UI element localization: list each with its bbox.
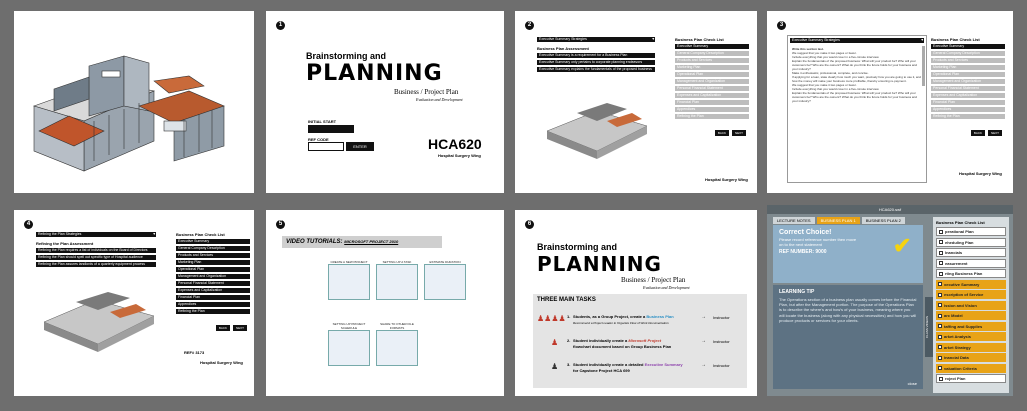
checklist-item[interactable]: Expenses and Capitalization xyxy=(675,93,749,98)
arrow-right-icon: → xyxy=(701,338,706,344)
subtitle: Business / Project Plan xyxy=(621,276,686,284)
person-icon: ♟ xyxy=(551,338,559,347)
checklist-item[interactable]: Management and Organization xyxy=(675,79,749,84)
checklist-item[interactable] xyxy=(936,374,1006,383)
group-people-icon: ♟♟♟♟ xyxy=(537,314,566,323)
checklist-item[interactable]: Personal Financial Statement xyxy=(176,281,250,286)
checklist-label: lnancials xyxy=(945,250,963,255)
paragraph: Include everything that you would cover in a five-minute interview. xyxy=(792,55,880,59)
checklist-item[interactable]: General Company Description xyxy=(675,51,749,56)
checkbox-icon xyxy=(939,261,943,265)
step-number: 5 xyxy=(276,220,285,229)
slide-refining xyxy=(14,210,254,396)
statement-3[interactable]: Refining the Plan assures landlords of a quarterly equipment process xyxy=(36,262,156,267)
paragraph: If applying for a loan, state clearly how much you want, precisely how you are going to use it, and how the money will make your business more profitable, thereby ensuring re-payment. xyxy=(792,75,921,83)
checklist-item[interactable] xyxy=(936,269,1006,278)
checklist-item[interactable]: Operational Plan xyxy=(675,72,749,77)
next-button[interactable]: NEXT xyxy=(233,325,247,331)
checklist-label: xecutive Summary xyxy=(944,281,980,287)
footer-label: Hospital Surgery Wing xyxy=(200,360,243,365)
section-title: Business Plan Assessment xyxy=(537,46,589,51)
app-window xyxy=(767,205,1013,396)
checklist-item[interactable]: Personal Financial Statement xyxy=(931,86,1005,91)
strategies-dropdown[interactable]: Refining the Plan Strategies ▼ xyxy=(38,232,156,236)
building-model-illustration xyxy=(537,91,655,161)
checklist-item[interactable] xyxy=(936,311,1006,320)
instruction-text: Please record reference number then move on to the next statement xyxy=(779,237,857,247)
tip-title: LEARNING TIP xyxy=(779,289,815,295)
person-icon: ♟ xyxy=(551,362,559,371)
subtitle: Business / Project Plan xyxy=(394,88,459,96)
checklist-item[interactable]: General Company Description xyxy=(931,51,1005,56)
checklist-panel xyxy=(176,232,250,334)
checklist-item[interactable]: Expenses and Capitalization xyxy=(931,93,1005,98)
video-thumbnail[interactable]: CREATE A NEW PROJECT xyxy=(328,260,370,300)
text-heading: Write this section last. xyxy=(792,47,824,51)
checklist-title: Business Plan Check List xyxy=(675,37,724,42)
checklist-title: Business Plan Check List xyxy=(176,232,225,237)
checklist-item[interactable]: Operational Plan xyxy=(931,72,1005,77)
paragraph: Make it enthusiastic, professional, complete, and concise. xyxy=(792,71,869,75)
planning-heading: PLANNING xyxy=(306,61,443,86)
video-thumbnail[interactable]: ESTIMATE DURATION xyxy=(424,260,466,300)
checklist-item[interactable]: Financial Plan xyxy=(176,295,250,300)
slide-title xyxy=(266,11,504,193)
slide-main-tasks xyxy=(515,210,757,396)
checklist-item[interactable]: Products and Services xyxy=(675,58,749,63)
footer-label: Hospital Surgery Wing xyxy=(959,171,1002,176)
next-button[interactable]: NEXT xyxy=(732,130,746,136)
checkbox-icon xyxy=(938,366,942,370)
checklist-item[interactable]: Products and Services xyxy=(931,58,1005,63)
close-button[interactable]: close xyxy=(907,381,917,386)
tasks-panel xyxy=(533,294,747,388)
checklist-item[interactable]: Marketing Plan xyxy=(931,65,1005,70)
tab-business-plan-1[interactable]: BUSINESS PLAN 1 xyxy=(817,217,860,224)
checklist-item[interactable] xyxy=(936,290,1006,299)
checklist-sidebar xyxy=(933,217,1009,393)
checkbox-icon xyxy=(938,314,942,318)
statement-2[interactable]: Refining the Plan should spell out specific type of Hospital audience xyxy=(36,255,156,260)
checklist-item[interactable]: Expenses and Capitalization xyxy=(176,288,250,293)
checklist-item[interactable]: Refining the Plan xyxy=(675,114,749,119)
checklist-label: easurement xyxy=(945,260,968,266)
ref-code-label: REF CODE xyxy=(308,137,329,142)
checklist-title: Business Plan Check List xyxy=(936,220,985,225)
checklist-item[interactable]: Executive Summary xyxy=(675,44,749,49)
checkbox-icon xyxy=(938,356,942,360)
checklist-label: arket Strategy xyxy=(944,344,971,350)
paragraph: We suggest that you make it two pages or fewer. xyxy=(792,51,857,55)
class-videos-tab[interactable]: CLASS VIDEOS xyxy=(925,297,933,357)
checklist-item[interactable]: Financial Plan xyxy=(675,100,749,105)
brainstorm-heading: Brainstorming and xyxy=(306,51,387,61)
back-button[interactable]: BACK xyxy=(971,130,985,136)
checklist-label: valuation Criteria xyxy=(944,365,977,371)
initial-start-field[interactable] xyxy=(308,125,354,133)
paragraph: Include everything that you would cover in a five-minute interview. xyxy=(792,87,880,91)
checkbox-icon xyxy=(938,303,942,307)
checkbox-icon xyxy=(938,335,942,339)
checkbox-icon xyxy=(939,377,943,381)
checklist-item[interactable]: Products and Services xyxy=(176,253,250,258)
text-scroll-panel[interactable] xyxy=(787,35,927,183)
subtitle-2: Evaluation and Development xyxy=(643,285,690,290)
checkbox-icon xyxy=(939,272,943,276)
tutorials-header: VIDEO TUTORIALS: MICROSOFT PROJECT 2010 xyxy=(282,236,442,248)
tab-lecture-notes[interactable]: LECTURE NOTES xyxy=(773,217,815,224)
checklist-item[interactable] xyxy=(936,259,1006,268)
correct-heading: Correct Choice! xyxy=(779,229,832,236)
statement-3[interactable]: Executive Summary explains the fundamentals of the proposed business xyxy=(537,67,655,72)
task-row: ♟ 2. Student individually create a Microsoft Project flowchart document based on Group Business Plan → Instructor xyxy=(551,338,730,349)
checklist-item[interactable]: Executive Summary xyxy=(176,239,250,244)
checklist-item[interactable] xyxy=(936,280,1006,289)
checklist-label: ission and Vision xyxy=(944,302,977,308)
planning-heading: PLANNING xyxy=(537,252,662,276)
task-row: ♟♟♟♟ 1. Students, as a Group Project, create a Business Plan Recommend a Project Leader to Organize Flow of Work Documentation → Instructor xyxy=(537,314,730,325)
chevron-down-icon: ▼ xyxy=(152,232,156,236)
video-thumbnail[interactable]: SETTING UP PROJECT SCHEDULE xyxy=(328,322,370,366)
checklist-item[interactable]: Marketing Plan xyxy=(176,260,250,265)
slide-text xyxy=(767,11,1013,193)
checklist-panel xyxy=(931,37,1005,139)
checklist-label: eheduling Plan xyxy=(945,239,974,245)
checklist-item[interactable] xyxy=(936,343,1006,352)
checkmark-icon: ✔ xyxy=(893,233,912,258)
checklist-item[interactable]: General Company Description xyxy=(176,246,250,251)
checklist-item[interactable]: Refining the Plan xyxy=(931,114,1005,119)
next-button[interactable]: NEXT xyxy=(988,130,1002,136)
checklist-item[interactable]: Refining the Plan xyxy=(176,309,250,314)
building-model-illustration xyxy=(36,282,164,352)
step-number: 1 xyxy=(276,21,285,30)
paragraph: We suggest that you make it two pages or fewer. xyxy=(792,83,857,87)
ref-number-value: 9000 xyxy=(815,249,827,255)
task-row: ♟ 3. Student individually create a detailed Executive Summary for Capstone Project HCA 699 → Instructor xyxy=(551,362,730,373)
ref-number-label: REF NUMBER: xyxy=(779,249,814,255)
checkbox-icon xyxy=(939,251,943,255)
arrow-right-icon: → xyxy=(701,314,706,320)
checkbox-icon xyxy=(939,230,943,234)
statement-1[interactable]: Refining the Plan requires a list of individuals on the Board of Directors xyxy=(36,248,156,253)
paragraph: Explain the fundamentals of the proposed business: What will your product be? Who will your customers be? Who are the owners? What do you think the future holds for your business and your industry? xyxy=(792,59,917,71)
checklist-panel xyxy=(675,37,749,139)
checklist-item[interactable]: Appendices xyxy=(931,107,1005,112)
left-panel xyxy=(36,232,156,269)
step-number: 4 xyxy=(24,220,33,229)
checklist-item[interactable] xyxy=(936,322,1006,331)
step-number: 2 xyxy=(525,21,534,30)
chevron-down-icon: ▼ xyxy=(920,38,924,42)
feedback-panel xyxy=(773,225,923,283)
enter-button[interactable]: ENTER xyxy=(346,142,374,151)
tip-text: The Operations section of a business plan usually comes before the Financial Plan, but after the Management portion. The purpose of the Operations Plan is to describe the where's and how's of your business, meaning where you will locate the business (along with any physical necessities) and how you will produce products or services for your clients. xyxy=(779,297,917,323)
checklist-label: rting Business Plan xyxy=(945,271,983,276)
ref-code-input[interactable] xyxy=(308,142,344,151)
subtitle-2: Evaluation and Development xyxy=(416,97,463,102)
left-panel xyxy=(537,37,655,74)
tab-business-plan-2[interactable]: BUSINESS PLAN 2 xyxy=(862,217,905,224)
checklist-item[interactable]: Financial Plan xyxy=(931,100,1005,105)
checklist-label: arket Analysis xyxy=(944,334,971,339)
checklist-item[interactable] xyxy=(936,238,1006,247)
initial-start-label: INITIAL START xyxy=(308,119,337,124)
checklist-item[interactable]: Operational Plan xyxy=(176,267,250,272)
hospital-building-illustration xyxy=(14,11,254,193)
step-number: 3 xyxy=(777,21,786,30)
strategies-dropdown[interactable]: Executive Summary Strategies ▼ xyxy=(792,38,924,42)
statement-2[interactable]: Executive Summary only pertains to corporate planning endeavors xyxy=(537,60,655,65)
checkbox-icon xyxy=(939,240,943,244)
reference-label: REF# 3173 xyxy=(184,350,205,355)
checklist-label: taffing and Supplies xyxy=(944,323,983,329)
checklist-item[interactable] xyxy=(936,301,1006,310)
slide-assessment xyxy=(515,11,757,193)
checklist-item[interactable]: Marketing Plan xyxy=(675,65,749,70)
arrow-right-icon: → xyxy=(701,362,706,368)
slide-illustration xyxy=(14,11,254,193)
video-thumbnail[interactable]: SHARE TO OTHER FILE FORMATS xyxy=(376,322,418,366)
step-number: 6 xyxy=(525,220,534,229)
checklist-label: inancial Data xyxy=(944,355,969,360)
checkbox-icon xyxy=(938,345,942,349)
tab-bar xyxy=(773,217,905,224)
checklist-title: Business Plan Check List xyxy=(931,37,980,42)
checklist-item[interactable]: Appendices xyxy=(675,107,749,112)
statement-1[interactable]: Executive Summary is a requirement for a Business Plan xyxy=(537,53,655,58)
checklist-item[interactable]: Personal Financial Statement xyxy=(675,86,749,91)
checklist-item[interactable]: Management and Organization xyxy=(931,79,1005,84)
checklist-item[interactable]: Management and Organization xyxy=(176,274,250,279)
section-title: Refining the Plan Assessment xyxy=(36,241,94,246)
scrollbar[interactable] xyxy=(922,46,925,86)
strategies-dropdown[interactable]: Executive Summary Strategies ▼ xyxy=(539,37,655,41)
checkbox-icon xyxy=(938,282,942,286)
checklist-item[interactable] xyxy=(936,248,1006,257)
checklist-item[interactable]: Executive Summary xyxy=(931,44,1005,49)
checklist-item[interactable] xyxy=(936,353,1006,362)
tasks-title: THREE MAIN TASKS xyxy=(537,297,596,303)
back-button[interactable]: BACK xyxy=(715,130,729,136)
checklist-label: arc Model xyxy=(944,313,963,318)
checklist-item[interactable]: Appendices xyxy=(176,302,250,307)
slide-video-tutorials xyxy=(266,210,504,396)
window-title: HCA620.swf xyxy=(767,205,1013,214)
checklist-label: escription of Service xyxy=(944,292,984,297)
back-button[interactable]: BACK xyxy=(216,325,230,331)
checklist-item[interactable] xyxy=(936,227,1006,236)
video-thumbnail[interactable]: SETTING UP A TASK xyxy=(376,260,418,300)
checklist-label: perational Plan xyxy=(945,229,974,234)
checklist-item[interactable] xyxy=(936,332,1006,341)
learning-tip-panel xyxy=(773,285,923,389)
checklist-item[interactable] xyxy=(936,364,1006,373)
chevron-down-icon: ▼ xyxy=(651,37,655,41)
course-code: HCA620 xyxy=(428,136,482,152)
paragraph: Explain the fundamentals of the proposed business: What will your product be? Who will your customers be? Who are the owners? What do you think the future holds for your business and your industry? xyxy=(792,91,917,103)
checkbox-icon xyxy=(938,324,942,328)
checklist-label: roject Plan xyxy=(945,376,966,381)
course-subtitle: Hospital Surgery Wing xyxy=(438,153,481,158)
brainstorm-heading: Brainstorming and xyxy=(537,242,618,252)
checkbox-icon xyxy=(938,293,942,297)
footer-label: Hospital Surgery Wing xyxy=(705,177,748,182)
